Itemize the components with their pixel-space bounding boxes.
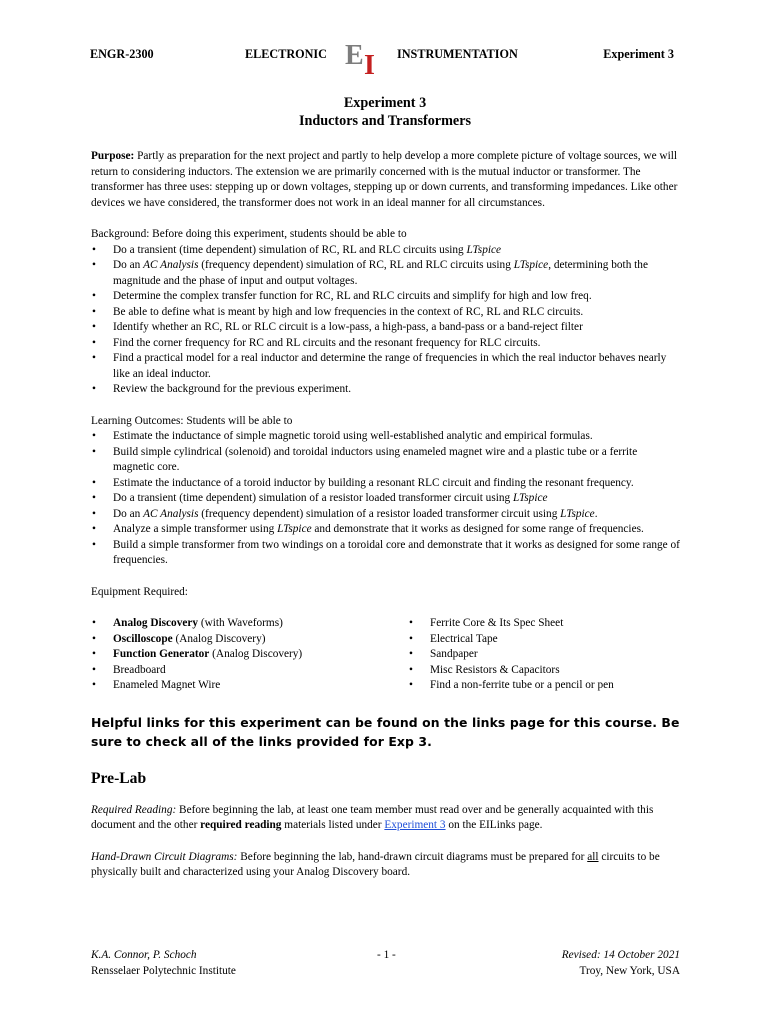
item-text: Build simple cylindrical (solenoid) and toroidal inductors using enameled magnet wire and a plastic tube or a ferrite magnetic core. [113,445,638,473]
footer-institution: Rensselaer Polytechnic Institute [91,964,236,977]
outcomes-list [91,429,681,569]
required-reading-text: Before beginning the lab, at least one team member must read over and be generally acquainted with this document and the other [91,803,654,831]
list-item [91,258,681,289]
document-title [0,94,770,130]
equipment-detail: (with Waveforms) [198,617,283,629]
software-name: LTspice [277,523,312,535]
software-name: LTspice [560,507,595,520]
item-text: Find the corner frequency for RC and RL circuits and the resonant frequency for RLC circuits. [113,336,541,349]
item-text: Do a transient (time dependent) simulation of RC, RL and RLC circuits using [113,243,467,256]
equipment-detail: (Analog Discovery) [209,648,303,660]
list-item [91,243,681,259]
svg-text:E: E [345,40,364,71]
equipment-detail: (Analog Discovery) [172,632,266,645]
item-text: Do an [113,259,144,271]
footer-left [91,948,236,979]
equipment-list-right [408,616,614,694]
equipment-name: Oscilloscope [113,632,173,645]
item-text: Estimate the inductance of simple magnetic toroid using well-established analytic and empirical formulas. [113,430,593,442]
list-item [91,538,681,569]
equipment-item [91,616,408,632]
equipment-item [91,663,408,679]
equipment-list-left [91,616,408,694]
item-text: (frequency dependent) simulation of RC, RL and RLC circuits using [198,259,514,271]
equipment-name: Function Generator [113,648,210,660]
equipment-detail: Enameled Magnet Wire [113,679,221,691]
item-text: Estimate the inductance of a toroid inductor by building a resonant RLC circuit and finding the resonant frequency. [113,476,634,489]
hand-drawn-text-2: circuits to be physically built and characterized using your Analog Discovery board. [91,850,660,878]
item-text: Determine the complex transfer function for RC, RL and RLC circuits and simplify for high and low freq. [113,290,592,302]
item-text: (frequency dependent) simulation of a resistor loaded transformer circuit using [198,507,561,520]
footer-location: Troy, New York, USA [579,964,680,977]
hand-drawn-paragraph [91,850,681,881]
background-intro: Background: Before doing this experiment, students should be able to [91,228,407,240]
helpful-links-note: Helpful links for this experiment can be found on the links page for this course. Be sure to check all of the links provided for Exp 3. [91,714,680,749]
experiment-3-link[interactable]: Experiment 3 [384,819,446,831]
list-item [91,305,681,321]
equipment-item: • Electrical Tape [408,632,614,648]
equipment-item [91,632,408,648]
list-item [91,289,681,305]
purpose-paragraph [91,149,681,211]
list-item [91,491,681,507]
item-text: , determining both the magnitude and the phase of input and output voltages. [113,259,648,287]
item-text: Analyze a simple transformer using [113,523,278,535]
hand-drawn-text: Before beginning the lab, hand-drawn circuit diagrams must be prepared for [237,850,588,863]
page-number: - 1 - [377,949,396,961]
outcomes-intro: Learning Outcomes: Students will be able to [91,414,293,427]
item-text: Do a transient (time dependent) simulation of a resistor loaded transformer circuit using [113,492,513,504]
required-reading-text-3: on the EILinks page. [445,819,543,831]
svg-text:I: I [364,50,375,74]
equipment-name: Analog Discovery [113,617,199,629]
equipment-detail: Breadboard [113,663,166,676]
header-experiment: Experiment 3 [603,47,674,61]
list-item [91,351,681,382]
list-item [91,476,681,492]
required-reading-text-2: materials listed under [281,819,385,831]
equipment-item: • Sandpaper [408,647,614,663]
item-text: Do an [113,507,144,520]
item-text: Find a practical model for a real inductor and determine the range of frequencies in which the real inductor behaves nearly like an ideal inductor. [113,352,667,380]
list-item [91,507,681,523]
list-item [91,445,681,476]
list-item [91,320,681,336]
footer-right [562,948,680,979]
list-item [91,429,681,445]
item-text: and demonstrate that it works as designed for some range of frequencies. [311,523,644,535]
hand-drawn-underlined: all [587,850,599,863]
title-line-1: Experiment 3 [343,95,427,111]
item-text: Review the background for the previous experiment. [113,383,352,395]
equipment-item: • Misc Resistors & Capacitors [408,663,614,679]
header-electronic: ELECTRONIC [245,47,327,61]
background-list [91,243,681,398]
software-name: LTspice [512,492,548,504]
software-name: AC Analysis [143,259,199,271]
footer-authors: K.A. Connor, P. Schoch [91,949,197,961]
equipment-heading: Equipment Required: [91,585,188,598]
item-text: . [594,507,598,520]
prelab-heading: Pre-Lab [91,769,147,787]
list-item [91,522,681,538]
software-name: AC Analysis [143,507,199,520]
item-text: Identify whether an RC, RL or RLC circuit is a low-pass, a high-pass, a band-pass or a band-reject filter [113,321,583,333]
list-item [91,382,681,398]
equipment-item [91,678,408,694]
software-name: LTspice [513,259,549,271]
course-code: ENGR-2300 [90,47,154,61]
header-instrumentation: INSTRUMENTATION [397,47,518,61]
purpose-text: Partly as preparation for the next project and partly to help develop a more complete picture of voltage sources, we will return to considering inductors. The extension we are primarily concerned with is the mutual inductor or transformer. The transformer has three uses: stepping up or down voltages, stepping up or down currents, and transforming impedances. Like other devices we have considered, the transformer does not work in an ideal manner for all circumstances. [91,150,678,209]
document-body [91,149,681,881]
purpose-label: Purpose: [91,150,135,162]
page-header [90,38,674,74]
equipment-item [91,647,408,663]
list-item [91,336,681,352]
page-footer [91,948,680,980]
equipment-item: • Ferrite Core & Its Spec Sheet [408,616,614,632]
footer-revised: Revised: 14 October 2021 [561,949,680,961]
required-reading-paragraph [91,803,681,834]
required-reading-bold: required reading [200,819,282,831]
title-line-2: Inductors and Transformers [298,113,472,129]
item-text: Build a simple transformer from two windings on a toroidal core and demonstrate that it works as designed for some range of frequencies. [113,538,680,566]
required-reading-label: Required Reading: [91,803,177,816]
equipment-columns [91,616,681,694]
item-text: Be able to define what is meant by high and low frequencies in the context of RC, RL and RLC circuits. [113,305,584,318]
software-name: LTspice [466,243,502,256]
equipment-item: • Find a non-ferrite tube or a pencil or pen [408,678,614,694]
hand-drawn-label: Hand-Drawn Circuit Diagrams: [91,850,238,863]
ei-logo [344,38,378,74]
